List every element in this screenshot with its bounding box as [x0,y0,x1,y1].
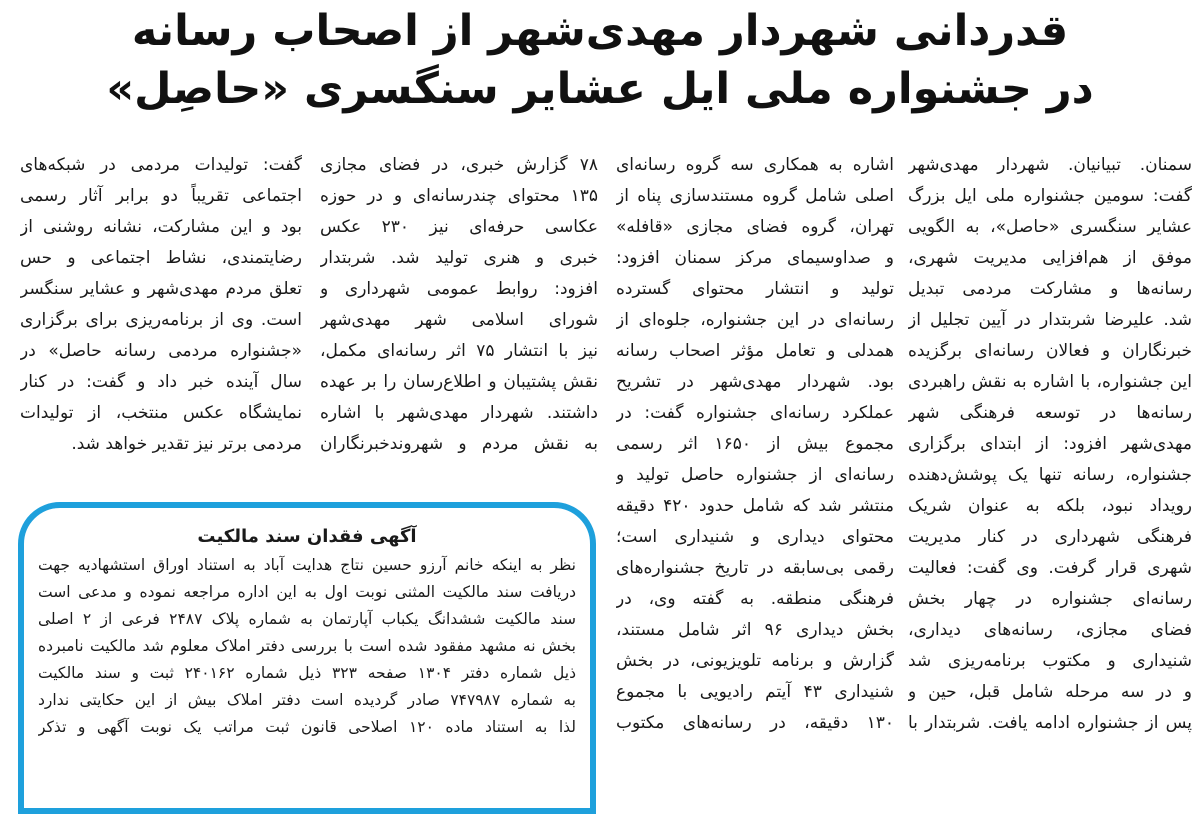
text-line: بود و این مشارکت، نشانه روشنی از [20,217,302,237]
notice-body [24,552,590,741]
text-line: سال آینده خبر داد و گفت: در کنار [20,372,302,392]
text-line: رویداد نبود، بلکه به عنوان شریک [908,496,1192,516]
article-column-3 [320,150,598,460]
text-line: فرهنگی منطقه. به گفته وی، در [616,589,894,609]
text-line: خبری و هنری تولید شد. شربتدار [320,248,598,268]
notice-line: ذیل شماره دفتر ۱۳۰۴ صفحه ۳۲۳ ذیل شماره ۲۴۰۱۶۲ ثبت و سند مالکیت [38,664,576,682]
text-line: شد. علیرضا شربتدار در آیین تجلیل از [908,310,1192,330]
text-line: گفت: سومین جشنواره ملی ایل بزرگ [908,186,1192,206]
notice-line: دریافت سند مالکیت المثنی نوبت اول به این اداره مراجعه نموده و مدعی است [38,583,576,601]
text-line: شنیداری ۴۳ آیتم رادیویی با مجموع [616,682,894,702]
text-line: رسانه‌ای از جشنواره حاصل تولید و [616,465,894,485]
lost-deed-notice-box [18,502,596,814]
article-headline [0,0,1200,118]
text-line: شنیداری و مکتوب برنامه‌ریزی شد [908,651,1192,671]
text-line: رسانه‌ها در توسعه فرهنگی شهر [908,403,1192,423]
text-line: ۱۳۰ دقیقه، در رسانه‌های مکتوب [616,713,894,733]
notice-title: آگهی فقدان سند مالکیت [197,526,417,547]
text-line: رسانه‌ها و مشارکت مردمی تبدیل [908,279,1192,299]
text-line: عشایر سنگسری «حاصل»، به الگویی [908,217,1192,237]
text-line: مردمی برتر نیز تقدیر خواهد شد. [71,434,302,454]
notice-line: نظر به اینکه خانم آرزو حسین نتاج هدایت آباد به استناد اوراق استشهادیه جهت [38,556,576,574]
text-line: بود. شهردار مهدی‌شهر در تشریح [616,372,894,392]
text-line: پس از جشنواره ادامه یافت. شربتدار با [908,713,1192,733]
text-line: رسانه‌ای جشنواره در چهار بخش [908,589,1192,609]
text-line: مجموع بیش از ۱۶۵۰ اثر رسمی [616,434,894,454]
text-line: ۷۸ گزارش خبری، در فضای مجازی [320,155,598,175]
text-line: تعلق مردم مهدی‌شهر و عشایر سنگسر [20,279,302,299]
text-line: نیز با انتشار ۷۵ اثر رسانه‌ای مکمل، [320,341,598,361]
text-line: بخش دیداری ۹۶ اثر شامل مستند، [616,620,894,640]
text-line: سمنان. تبیانیان. شهردار مهدی‌شهر [908,155,1192,175]
text-line: گفت: تولیدات مردمی در شبکه‌های [20,155,302,175]
text-line: افزود: روابط عمومی شهرداری و [320,279,598,299]
text-line: عکاسی حرفه‌ای نیز ۲۳۰ عکس [320,217,598,237]
headline-line-2: در جشنواره ملی ایل عشایر سنگسری «حاصِل» [106,64,1094,114]
article-column-1 [908,150,1192,739]
text-line: اجتماعی تقریباً دو برابر آثار رسمی [20,186,302,206]
text-line: به نقش مردم و شهروندخبرنگاران [320,434,598,454]
notice-line: به شماره ۷۴۷۹۸۷ صادر گردیده است دفتر املاک بیش از این حکایتی ندارد [38,691,576,709]
text-line: تولید و انتشار محتوای گسترده [616,279,894,299]
notice-line: سند مالکیت ششدانگ یکباب آپارتمان به شماره پلاک ۲۴۸۷ فرعی از ۲ اصلی [38,610,576,628]
text-line: «جشنواره مردمی رسانه حاصل» در [20,341,302,361]
text-line: ۱۳۵ محتوای چندرسانه‌ای و در حوزه [320,186,598,206]
article-column-4 [20,150,302,460]
notice-line: بخش نه مشهد مفقود شده است با بررسی دفتر املاک معلوم شد مالکیت نامبرده [38,637,576,655]
text-line: رقمی بی‌سابقه در تاریخ جشنواره‌های [616,558,894,578]
text-line: و در سه مرحله شامل قبل، حین و [908,682,1192,702]
text-line: رسانه‌ای در این جشنواره، جلوه‌ای از [616,310,894,330]
text-line: است. وی از برنامه‌ریزی برای برگزاری [20,310,302,330]
text-line: عملکرد رسانه‌ای جشنواره گفت: در [616,403,894,423]
text-line: این جشنواره، با اشاره به نقش راهبردی [908,372,1192,392]
text-line: فرهنگی شهرداری در کنار مدیریت [908,527,1192,547]
text-line: و صداوسیمای مرکز سمنان افزود: [616,248,894,268]
text-line: داشتند. شهردار مهدی‌شهر با اشاره [320,403,598,423]
text-line: همدلی و تعامل مؤثر اصحاب رسانه [616,341,894,361]
text-line: نقش پشتیبان و اطلاع‌رسان را بر عهده [320,372,598,392]
text-line: مهدی‌شهر افزود: از ابتدای برگزاری [908,434,1192,454]
text-line: محتوای دیداری و شنیداری است؛ [616,527,894,547]
text-line: اصلی شامل گروه مستندسازی پناه از [616,186,894,206]
text-line: خبرنگاران و فعالان رسانه‌ای برگزیده [908,341,1192,361]
text-line: شورای اسلامی شهر مهدی‌شهر [320,310,598,330]
article-column-2 [616,150,894,739]
headline-line-1: قدردانی شهردار مهدی‌شهر از اصحاب رسانه [131,6,1069,56]
text-line: تهران، گروه فضای مجازی «قافله» [616,217,894,237]
notice-line: لذا به استناد ماده ۱۲۰ اصلاحی قانون ثبت مراتب یک نوبت آگهی و تذکر [38,718,576,736]
text-line: اشاره به همکاری سه گروه رسانه‌ای [616,155,894,175]
text-line: رضایتمندی، نشاط اجتماعی و حس [20,248,302,268]
text-line: موفق از هم‌افزایی مدیریت شهری، [908,248,1192,268]
text-line: نمایشگاه عکس منتخب، از تولیدات [20,403,302,423]
text-line: شهری قرار گرفت. وی گفت: فعالیت [908,558,1192,578]
text-line: فضای مجازی، رسانه‌های دیداری، [908,620,1192,640]
text-line: گزارش و برنامه تلویزیونی، در بخش [616,651,894,671]
text-line: جشنواره، رسانه تنها یک پوشش‌دهنده [908,465,1192,485]
text-line: منتشر شد که شامل حدود ۴۲۰ دقیقه [616,496,894,516]
